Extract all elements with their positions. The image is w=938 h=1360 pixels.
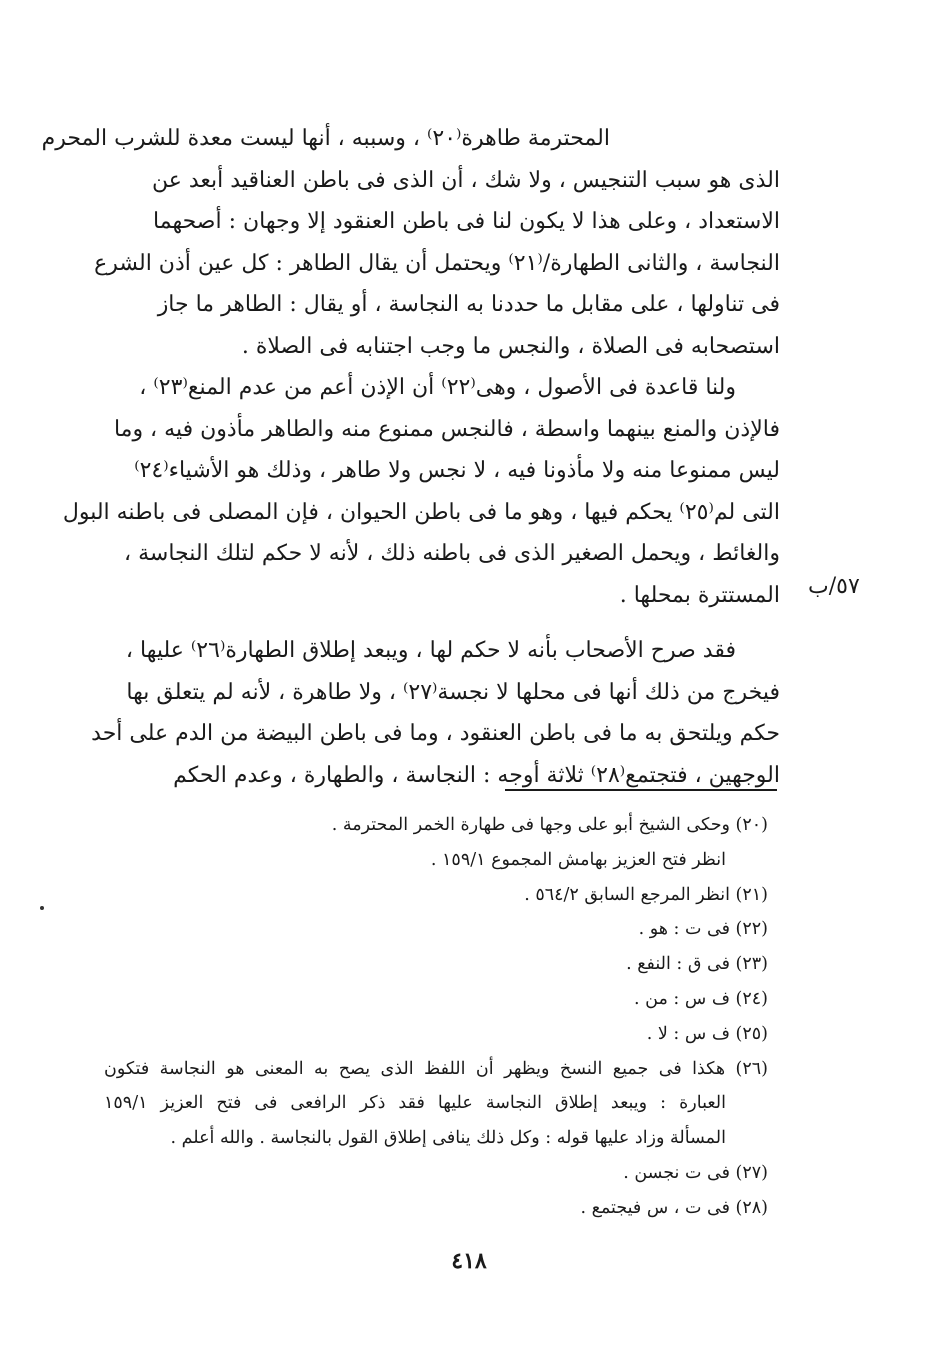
text-line: استصحابه فى الصلاة ، والنجس ما وجب اجتنابه فى الصلاة . — [241, 333, 780, 359]
text-line: الذى هو سبب التنجيس ، ولا شك ، أن الذى فى باطن العناقيد أبعد عن — [152, 167, 780, 193]
footnote: (٢٤) ف س : من . — [634, 988, 768, 1009]
main-text-part-2 — [91, 630, 780, 796]
footnote: (٢٢) فى ت : هو . — [638, 919, 768, 940]
text-line: والغائط ، ويحمل الصغير الذى فى باطنه ذلك ، لأنه لا حكم لتلك النجاسة ، — [124, 541, 780, 566]
text-line: الوجهين ، فتجتمع⁽٢٨⁾ ثلاثة أوجه : النجاسة ، والطهارة ، وعدم الحكم — [173, 762, 780, 788]
page-number: ٤١٨ — [451, 1248, 487, 1274]
text-line: فقد صرح الأصحاب بأنه لا حكم لها ، ويبعد إطلاق الطهارة⁽٢٦⁾ عليها ، — [125, 638, 736, 663]
footnote: (٢٨) فى ت ، س فيجتمع . — [580, 1197, 768, 1218]
text-line: حكم ويلتحق به ما فى باطن العنقود ، وما فى باطن البيضة من الدم على أحد — [91, 721, 780, 746]
main-text-part-1 — [41, 118, 780, 616]
footnote: (٢٦) هكذا فى جميع النسخ ويظهر أن اللفظ الذى يصح به المعنى هو النجاسة فتكون — [104, 1058, 768, 1079]
text-line: المستترة بمحلها . — [619, 582, 780, 608]
footnote: (٢٥) ف س : لا . — [646, 1023, 768, 1044]
text-line: الاستعداد ، وعلى هذا لا يكون لنا فى باطن العنقود إلا وجهان : أصحهما — [153, 209, 780, 234]
footnote: (٢١) انظر المرجع السابق ٥٦٤/٢ . — [524, 884, 768, 905]
footnote: (٢٠) وحكى الشيخ أبو على وجها فى طهارة الخمر المحترمة . — [331, 815, 768, 835]
scan-speck — [40, 906, 44, 910]
footnote: انظر فتح العزيز بهامش المجموع ١٥٩/١ . — [430, 849, 726, 870]
text-line: فالإذن والمنع بينهما واسطة ، فالنجس ممنوع منه والطاهر مأذون فيه ، وما — [113, 416, 780, 442]
footnote-separator — [505, 789, 777, 791]
text-line: فيخرج من ذلك أنها فى محلها لا نجسة⁽٢٧⁾ ، ولا طاهرة ، لأنه لم يتعلق بها — [126, 679, 780, 705]
footnote: (٢٣) فى ق : النفع . — [626, 954, 768, 975]
text-line: ليس ممنوعا منه ولا مأذونا فيه ، لا نجس ولا طاهر ، وذلك هو الأشياء⁽٢٤⁾ — [134, 458, 780, 483]
text-line: المحترمة طاهرة⁽٢٠⁾ ، وسببه ، أنها ليست معدة للشرب المحرم — [41, 126, 610, 151]
footnote: المسألة وزاد عليها قوله : وكل ذلك ينافى إطلاق القول بالنجاسة . والله أعلم . — [170, 1128, 726, 1149]
margin-folio-note: ٥٧/ب — [808, 574, 860, 599]
text-line: النجاسة ، والثانى الطهارة/⁽٢١⁾ ويحتمل أن يقال الطاهر : كل عين أذن الشرع — [94, 250, 780, 276]
footnote: العبارة : ويبعد إطلاق النجاسة عليها فقد ذكر الرافعى فى فتح العزيز ١٥٩/١ — [104, 1093, 726, 1114]
footnotes — [104, 808, 768, 1226]
text-line: ولنا قاعدة فى الأصول ، وهى⁽٢٢⁾ أن الإذن أعم من عدم المنع⁽٢٣⁾ ، — [139, 375, 736, 400]
text-line: التى لم⁽٢٥⁾ يحكم فيها ، وهو ما فى باطن الحيوان ، فإن المصلى فى باطنه البول — [62, 499, 780, 525]
text-line: فى تناولها ، على مقابل ما حددنا به النجاسة ، أو يقال : الطاهر ما جاز — [157, 292, 780, 317]
footnote: (٢٧) فى ت نجسن . — [623, 1162, 768, 1183]
